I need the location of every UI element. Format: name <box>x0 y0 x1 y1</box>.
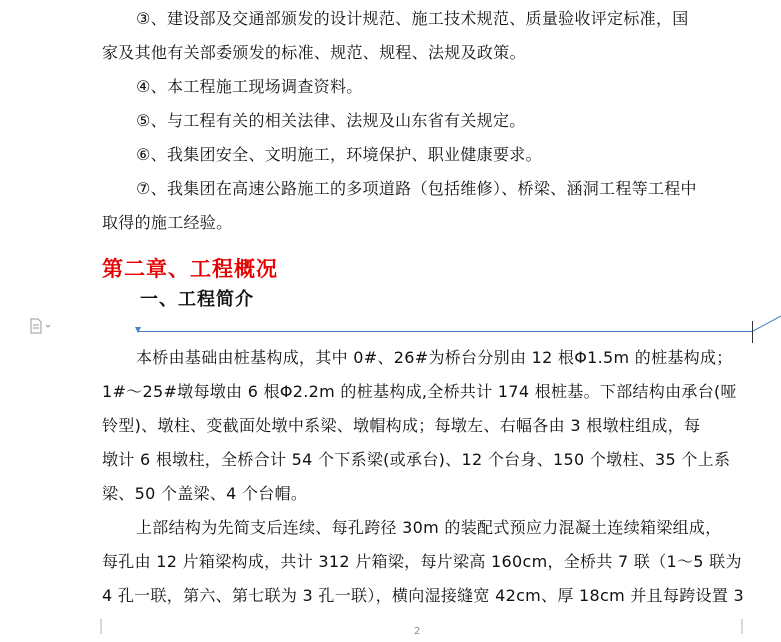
list-item: ③、建设部及交通部颁发的设计规范、施工技术规范、质量验收评定标准，国 <box>136 9 689 28</box>
list-item: ⑥、我集团安全、文明施工，环境保护、职业健康要求。 <box>136 145 542 164</box>
list-item: ⑤、与工程有关的相关法律、法规及山东省有关规定。 <box>136 111 526 130</box>
paragraph-line: 每孔由 12 片箱梁构成，共计 312 片箱梁，每片梁高 160cm，全桥共 7 联（1～5 联为 <box>102 552 742 571</box>
reference-list <box>102 2 742 240</box>
margin-corner-mark <box>86 619 102 635</box>
list-item: ⑦、我集团在高速公路施工的多项道路（包括维修）、桥梁、涵洞工程等工程中 <box>136 179 697 198</box>
list-item: ④、本工程施工现场调查资料。 <box>136 77 363 96</box>
page-number: 2 <box>414 626 421 637</box>
paragraph-line: 铃型)、墩柱、变截面处墩中系梁、墩帽构成；每墩左、右幅各由 3 根墩柱组成，每 <box>102 416 701 435</box>
paragraph-substructure <box>102 341 742 511</box>
tracked-change-marker <box>135 327 141 333</box>
paragraph-line: 4 孔一联，第六、第七联为 3 孔一联），横向湿接缝宽 42cm、厚 18cm 并且每跨设置 3 <box>102 586 745 605</box>
chapter-heading: 第二章、工程概况 <box>102 256 278 281</box>
document-icon[interactable] <box>29 318 51 334</box>
margin-corner-mark <box>741 619 757 635</box>
paragraph-line: 梁、50 个盖梁、4 个台帽。 <box>102 484 308 503</box>
text-cursor <box>752 321 753 343</box>
paragraph-line: 1#～25#墩每墩由 6 根Φ2.2m 的桩基构成,全桥共计 174 根桩基。下部结构由承台(哑 <box>102 382 737 401</box>
section-heading: 一、工程简介 <box>140 289 254 310</box>
comment-connector <box>752 302 781 334</box>
paragraph-superstructure <box>102 511 745 613</box>
paragraph-line: 墩计 6 根墩柱，全桥合计 54 个下系梁(或承台)、12 个台身、150 个墩柱、35 个上系 <box>102 450 731 469</box>
list-item-continuation: 取得的施工经验。 <box>102 213 233 232</box>
paragraph-line: 本桥由基础由桩基构成，其中 0#、26#为桥台分别由 12 根Φ1.5m 的桩基构成； <box>136 348 733 367</box>
paragraph-line: 上部结构为先简支后连续、每孔跨径 30m 的装配式预应力混凝土连续箱梁组成， <box>136 518 722 537</box>
tracked-change-line <box>137 331 753 332</box>
list-item-continuation: 家及其他有关部委颁发的标准、规范、规程、法规及政策。 <box>102 43 526 62</box>
